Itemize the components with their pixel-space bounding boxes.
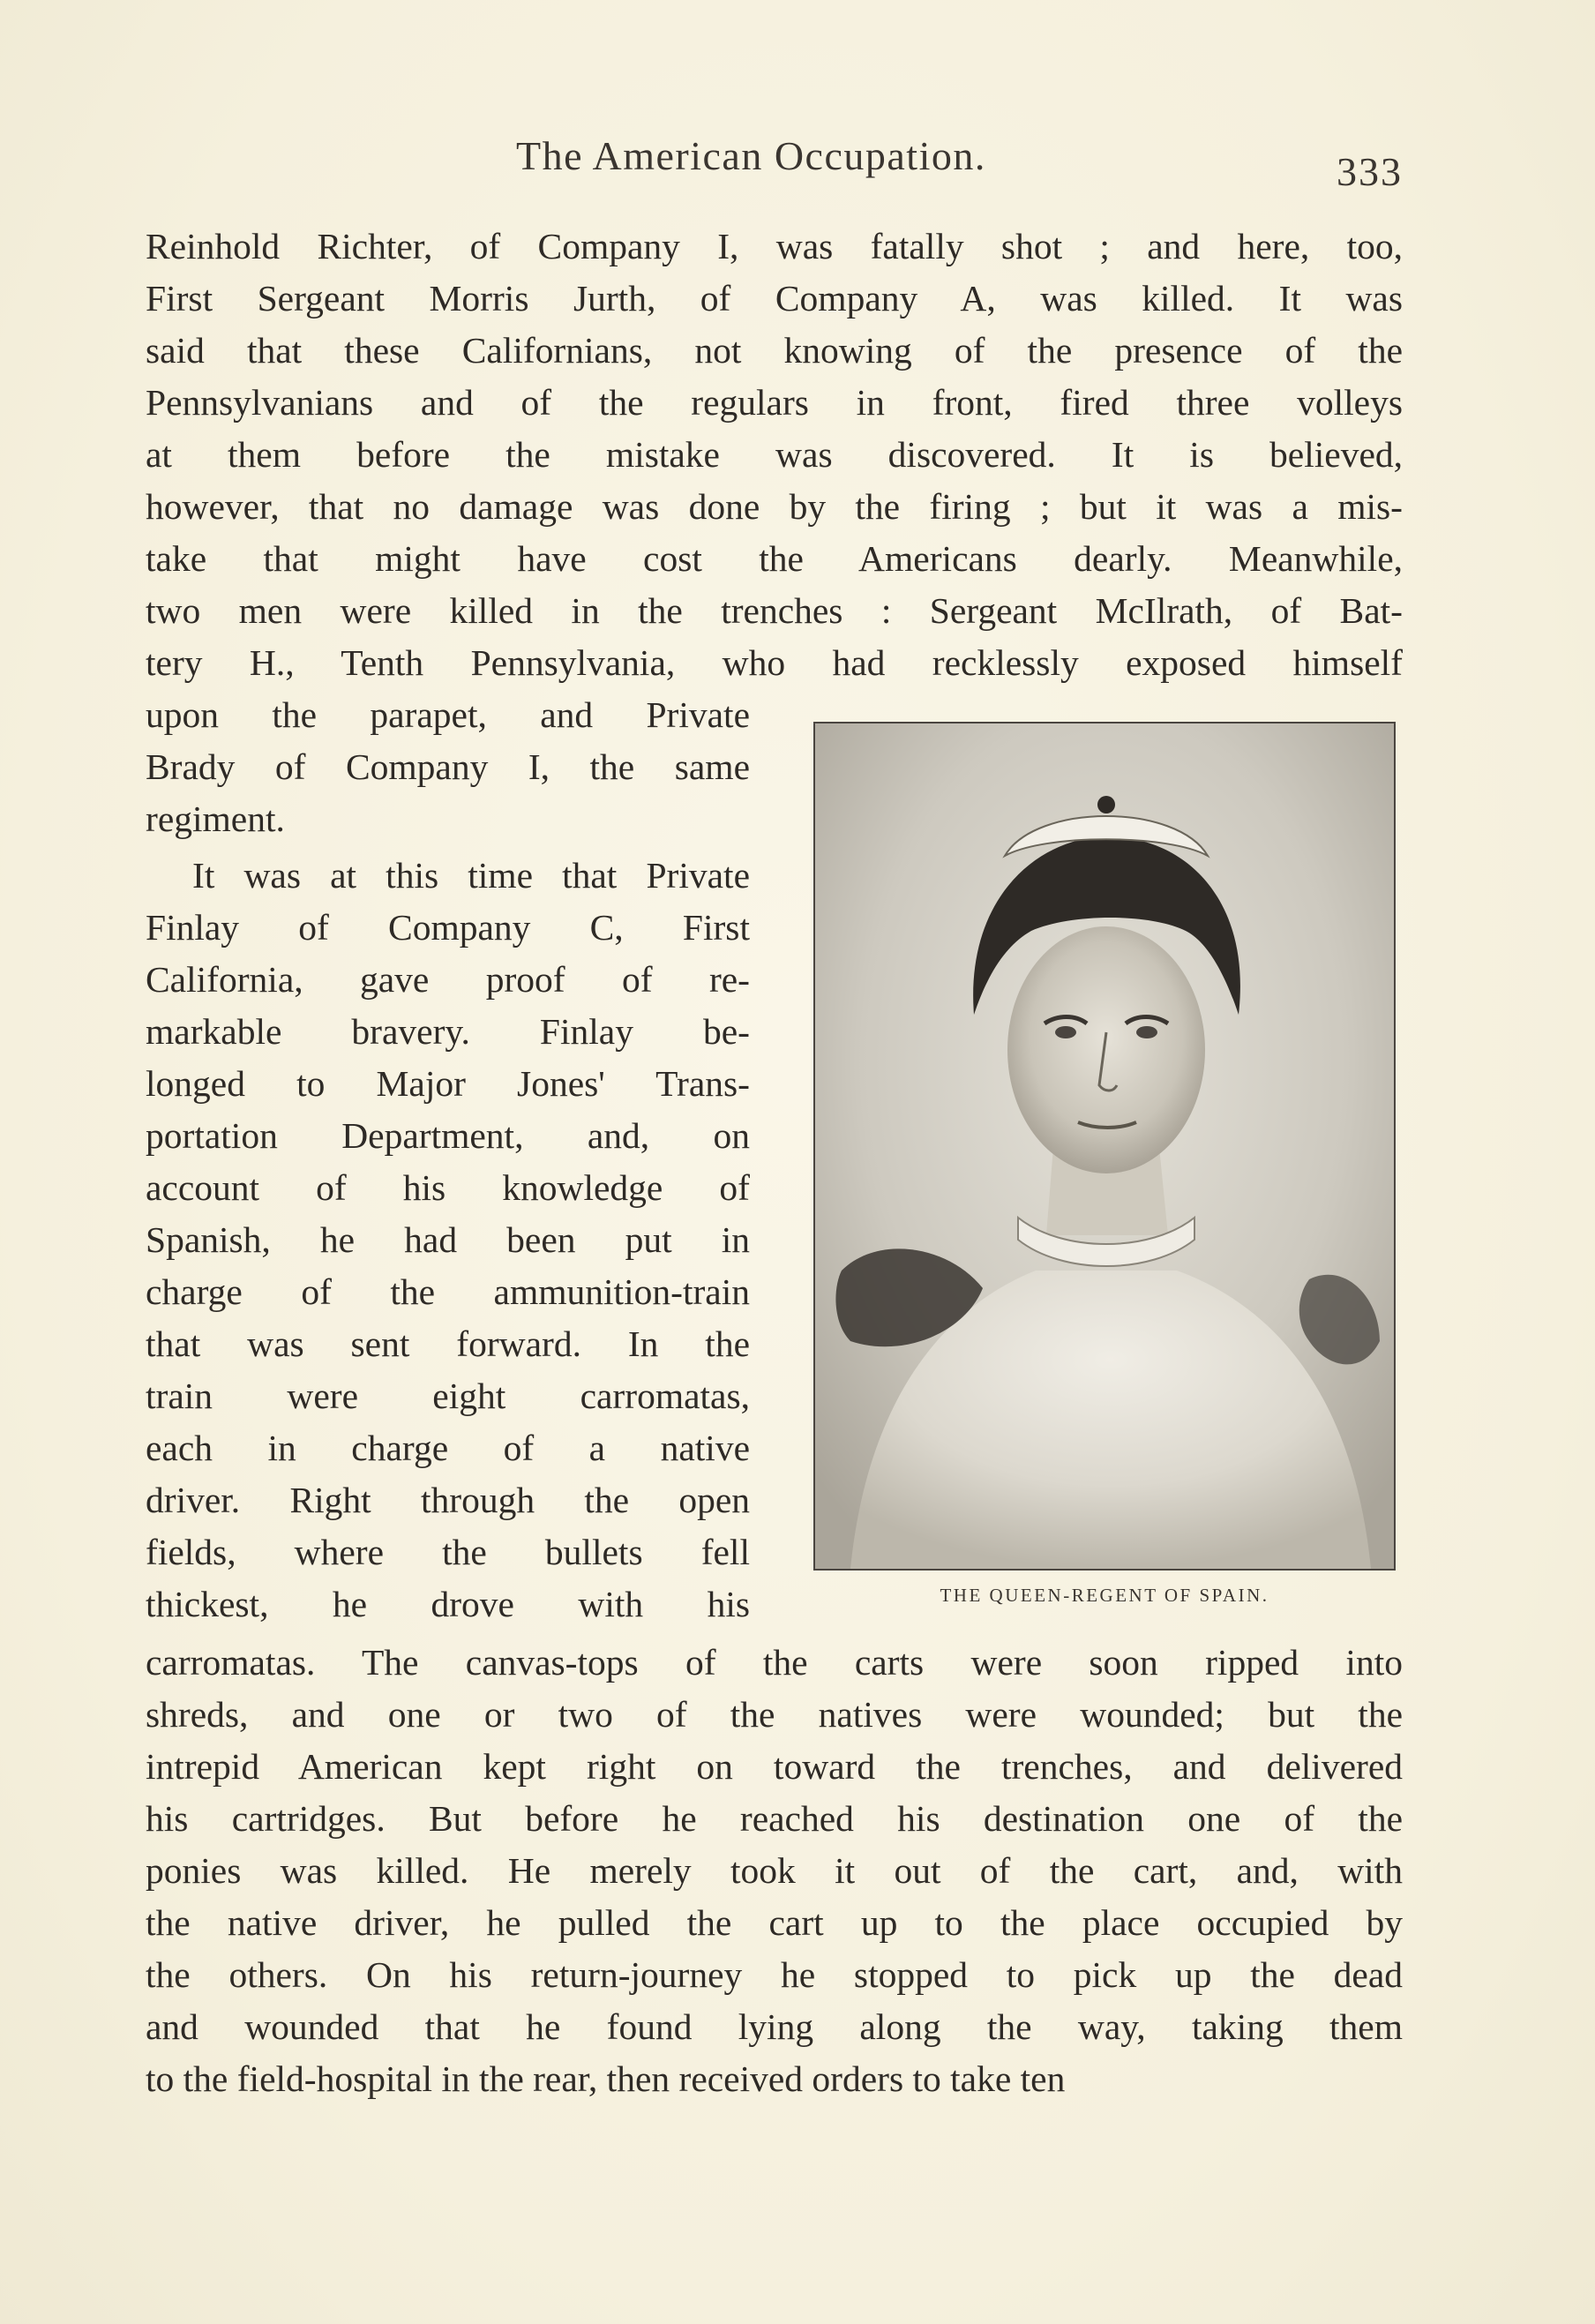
- body-line: train were eight carromatas,: [146, 1376, 750, 1416]
- portrait-image: [813, 722, 1396, 1571]
- running-head: [0, 132, 1595, 194]
- body-line: take that might have cost the Americans dearly. Meanwhile,: [146, 538, 1403, 579]
- page-number: 333: [1337, 149, 1403, 194]
- body-line: that was sent forward. In the: [146, 1323, 750, 1364]
- figure-caption: THE QUEEN-REGENT OF SPAIN.: [940, 1585, 1269, 1606]
- body-line: Finlay of Company C, First: [146, 907, 750, 948]
- body-line: said that these Californians, not knowing of the presence of the: [146, 330, 1403, 371]
- body-line: to the field-hospital in the rear, then received orders to take ten: [146, 2058, 1066, 2099]
- body-line: ponies was killed. He merely took it out of the cart, and, with: [146, 1850, 1403, 1891]
- body-line: markable bravery. Finlay be-: [146, 1011, 750, 1052]
- body-line: upon the parapet, and Private: [146, 694, 750, 735]
- body-line: carromatas. The canvas-tops of the carts were soon ripped into: [146, 1642, 1403, 1683]
- body-line: two men were killed in the trenches : Sergeant McIlrath, of Bat-: [146, 590, 1403, 631]
- body-line: fields, where the bullets fell: [146, 1532, 750, 1572]
- body-line: longed to Major Jones' Trans-: [146, 1063, 750, 1104]
- body-line: Pennsylvanians and of the regulars in front, fired three volleys: [146, 382, 1403, 423]
- body-line: Spanish, he had been put in: [146, 1219, 750, 1260]
- body-line: his cartridges. But before he reached his destination one of the: [146, 1798, 1403, 1839]
- body-line: Brady of Company I, the same: [146, 746, 750, 787]
- body-line: California, gave proof of re-: [146, 959, 750, 1000]
- body-line: however, that no damage was done by the firing ; but it was a mis-: [146, 486, 1403, 527]
- body-line: Reinhold Richter, of Company I, was fatally shot ; and here, too,: [146, 226, 1403, 266]
- body-line: portation Department, and, on: [146, 1115, 750, 1156]
- body-line: intrepid American kept right on toward the trenches, and delivered: [146, 1746, 1403, 1787]
- body-line: driver. Right through the open: [146, 1480, 750, 1520]
- body-line: the others. On his return-journey he stopped to pick up the dead: [146, 1954, 1403, 1995]
- body-line: each in charge of a native: [146, 1428, 750, 1468]
- body-line: tery H., Tenth Pennsylvania, who had recklessly exposed himself: [146, 642, 1403, 683]
- body-line: the native driver, he pulled the cart up to the place occupied by: [146, 1902, 1403, 1943]
- portrait-illustration: [815, 723, 1394, 1569]
- body-line: thickest, he drove with his: [146, 1584, 750, 1624]
- body-line: and wounded that he found lying along the way, taking them: [146, 2006, 1403, 2047]
- running-title: The American Occupation.: [516, 133, 986, 178]
- body-line: at them before the mistake was discovered. It is believed,: [146, 434, 1403, 475]
- body-line: regiment.: [146, 798, 285, 839]
- body-line: First Sergeant Morris Jurth, of Company A, was killed. It was: [146, 278, 1403, 319]
- body-line: shreds, and one or two of the natives were wounded; but the: [146, 1694, 1403, 1735]
- body-line: account of his knowledge of: [146, 1167, 750, 1208]
- body-line: charge of the ammunition-train: [146, 1271, 750, 1312]
- paragraph-first-line: It was at this time that Private: [192, 855, 750, 896]
